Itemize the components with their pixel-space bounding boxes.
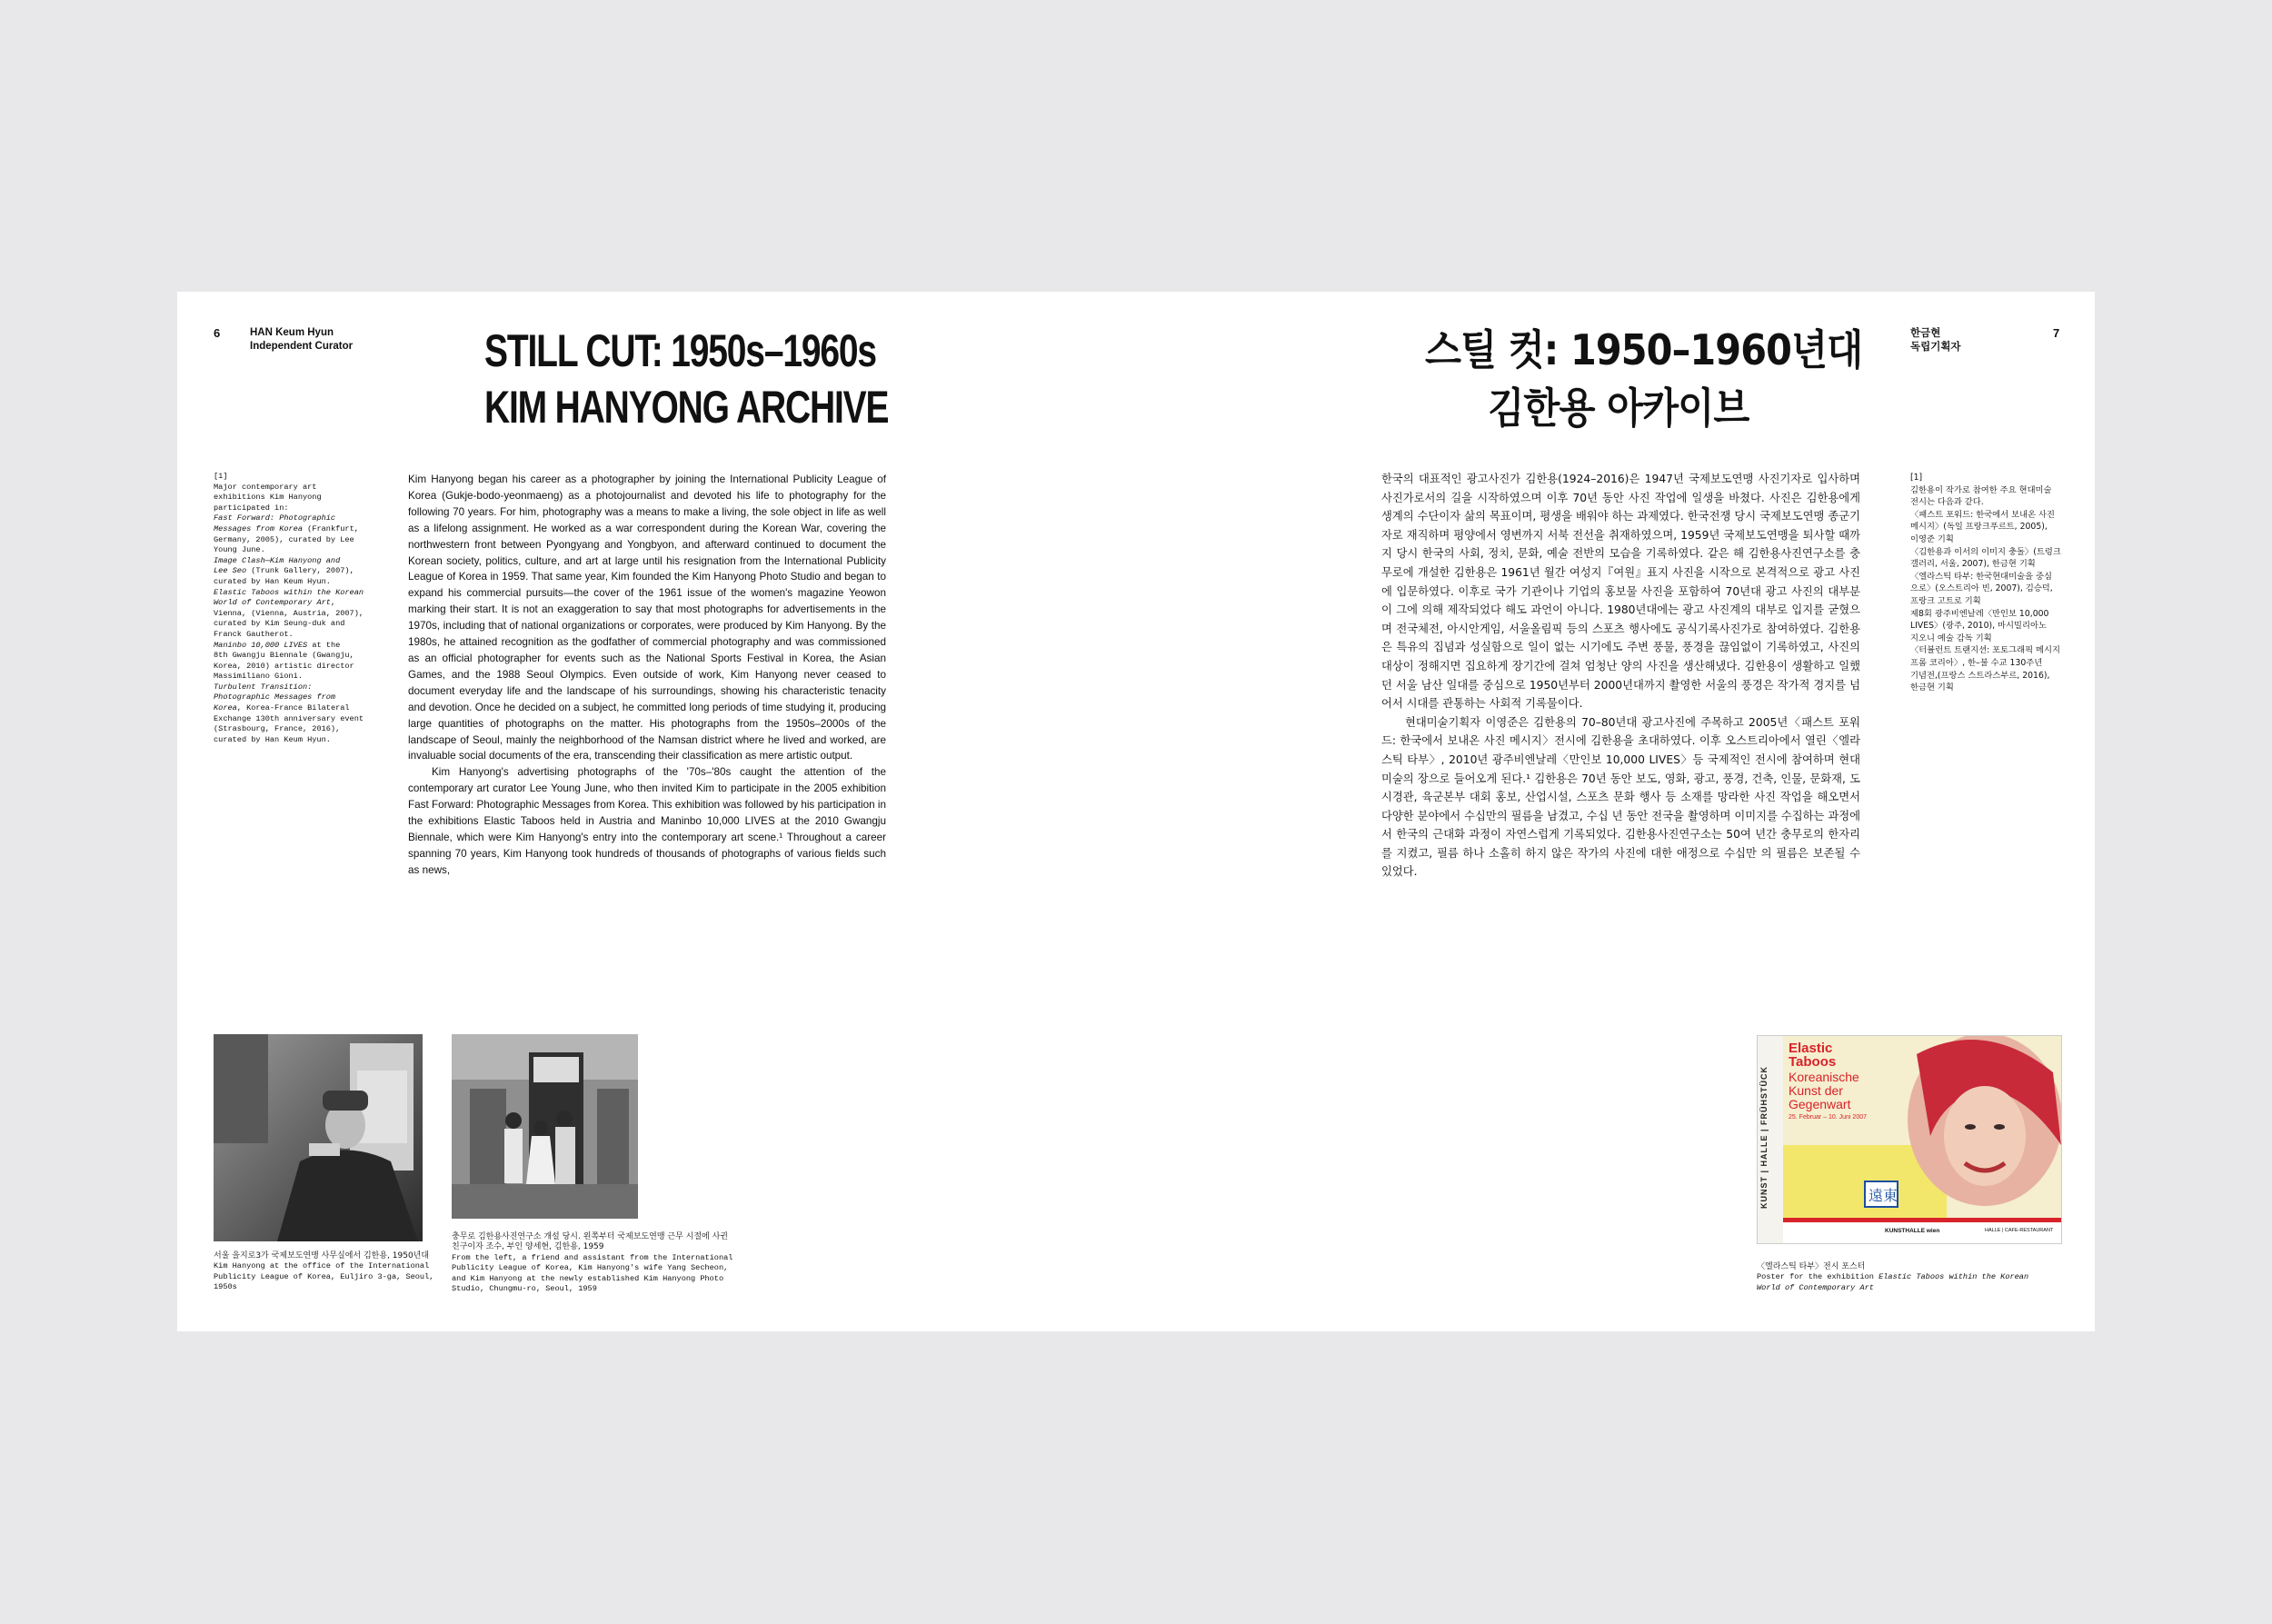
footnote-line-rest: (Frankfurt, [303,523,359,533]
footnote-line [214,609,373,620]
footnote-line-text: curated by Han Keum Hyun. [214,576,331,586]
footnote-line-text: curated by Han Keum Hyun. [214,734,331,744]
footnote-text [214,483,373,746]
footnote-ko-line: 기념전,(프랑스 스트라스부르, 2016), [1910,670,2050,681]
caption-2-en: From the left, a friend and assistant from the International Publicity League of Korea, Kim Hanyong's wife Yang Secheon, and Kim Hanyong at the newly established Kim Hanyong Photo Studio, Chungmu-ro, Seoul, 1959 [452,1252,733,1294]
footnote-ko-line: 프랑크 고트로 기획 [1910,595,1981,606]
footnote-line-text: World of Contemporary Art [214,598,331,608]
title-ko-line-2: 김한용 아카이브 [1488,384,1749,433]
footnote-ko-line: 〈엘라스틱 타부: 한국현대미술을 중심 [1910,571,2053,582]
poster-subtitle-line-1: Koreanische [1789,1070,1859,1084]
caption-poster [1757,1262,2057,1293]
footnote-ko-line: 이영준 기획 [1910,533,1954,544]
author-block-right [1910,326,1961,354]
footnote-line-text: curated by Kim Seung-duk and [214,619,345,629]
footnote-ko-line: 〈패스트 포워드: 한국에서 보내온 사진 [1910,509,2055,520]
caption-1-ko: 서울 을지로3가 국제보도연맹 사무실에서 김한용, 1950년대 [214,1251,430,1260]
title-line-1: STILL CUT: 1950s–1960s [484,325,876,376]
page-number-right: 7 [2053,326,2060,340]
paragraph-ko-2: 현대미술기획자 이영준은 김한용의 70–80년대 광고사진에 주목하고 2005년〈패스트 포워드: 한국에서 보내온 사진 메시지〉전시에 김한용을 초대하였다. 이후 오스트리아에서 열린〈엘라스틱 타부〉, 2010년 광주비엔날레〈만인보 10,000 LIVES〉등 국제적인 전시에 참여하며 현대미술의 장으로 들어오게 된다.¹ 김한용은 70년 동안 보도, 영화, 광고, 풍경, 건축, 인물, 문화재, 도시경관, 육군본부 대회 홍보, 산업시설, 스포츠 문화 행사 등 소재를 망라한 사진 작업을 해오면서 다양한 분야에서 수십만의 필름을 남겼고, 수십 년 동안 전국을 촬영하며 이미지를 수집하는 과정에서 한국의 근대화 과정이 자연스럽게 기록되었다. 김한용사진연구소는 50여 년간 충무로의 한자리를 지켰고, 필름 하나 소홀히 하지 않은 작가의 사진에 대한 애정으로 수십만 의 필름은 보존될 수 있었다. [1381,715,1860,879]
author-role-ko: 독립기획자 [1910,340,1961,353]
footnote-line-text: Vienna, (Vienna, Austria, 2007), [214,608,364,618]
footnote-ko-line: 〈터뷸런트 트랜지션: 포토그래픽 메시지 [1910,645,2060,656]
footnote-line-text: Major contemporary art [214,482,317,492]
body-text-ko [1381,470,1860,882]
poster-venue: KUNSTHALLE wien [1885,1228,1940,1234]
poster-vertical-text: KUNST | HALLE | FRÜHSTÜCK [1759,1065,1769,1209]
footnote-line-rest: (Trunk Gallery, 2007), [246,566,354,576]
footnote-line [214,682,373,693]
footnote-line-text: participated in: [214,503,289,513]
book-spread [177,292,2095,1331]
footnote-ko-line: 갤러리, 서울, 2007), 한금현 기획 [1910,559,2036,570]
footnote-ko-line: 제8회 광주비엔날레〈만인보 10,000 [1910,608,2049,619]
page-title-en [484,323,888,435]
author-block-left [250,326,353,354]
poster-dates: 25. Februar – 10. Juni 2007 [1789,1114,1868,1121]
footnote-ko-line: 김한용이 작가로 참여한 주요 현대미술 [1910,484,2052,495]
footnote-line-text: Franck Gautherot. [214,629,294,639]
footnote-ko-line: 〈김한용과 이서의 이미지 충돌〉(트렁크 [1910,546,2061,557]
caption-poster-en-prefix: Poster for the exhibition [1757,1272,1879,1282]
footnote-line-text: Elastic Taboos within the Korean [214,587,364,597]
footnote-line-rest: , Korea-France Bilateral [236,703,350,713]
caption-poster-en-title: Elastic Taboos within the Korean World of Contemporary Art [1757,1272,2029,1292]
footnote-line-text: Photographic Messages from [214,692,336,702]
footnote-line-text: Korea, 2010) artistic director [214,661,354,671]
page-title-ko [1425,321,1862,437]
footnote-line [214,524,373,535]
footnote-line [214,598,373,609]
paragraph-2: Kim Hanyong's advertising photographs of the '70s–'80s caught the attention of the contemporary art curator Lee Young June, who then invited Kim to participate in the 2005 exhibition Fast Forward: Photographic Messages from Korea. This exhibition was followed by his participation in the exhibitions Elastic Taboos held in Austria and Maninbo 10,000 LIVES at the 2010 Gwangju Biennale, which were Kim Hanyong's entry into the contemporary art scene.¹ Throughout a career spanning 70 years, Kim Hanyong took hundreds of thousands of photographs of various fields such as news, [408,766,886,876]
footnote-line [214,724,373,735]
footnote-line [214,493,373,503]
footnote-line-text: Messages from Korea [214,523,303,533]
author-name-ko: 한금현 [1910,326,1941,339]
poster-subtitle-line-2: Kunst der [1789,1083,1843,1098]
footnote-ko-line: 전시는 다음과 같다. [1910,497,1984,508]
footnote-line [214,630,373,641]
footnote-line-text: Massimiliano Gioni. [214,672,303,682]
footnote-line [214,672,373,682]
footnote-line [214,577,373,588]
footnote-line [214,641,373,652]
footnote-line [214,714,373,725]
photo-studio-opening [452,1034,638,1219]
footnote-line [214,566,373,577]
caption-2-ko: 충무로 김한용사진연구소 개설 당시. 왼쪽부터 국제보도연맹 근무 시절에 사귄 친구이자 조수, 부인 양세현, 김한용, 1959 [452,1232,728,1252]
author-role: Independent Curator [250,341,354,352]
footnote-line [214,545,373,556]
footnote-en [214,472,373,745]
caption-poster-ko: 〈엘라스틱 타부〉전시 포스터 [1757,1262,1866,1271]
poster-subtitle-line-3: Gegenwart [1789,1097,1851,1111]
footnote-line [214,556,373,567]
footnote-line-text: Korea [214,703,237,713]
caption-photo-1 [214,1251,441,1293]
footnote-line-text: Exchange 130th anniversary event [214,713,364,723]
caption-1-en: Kim Hanyong at the office of the International Publicity League of Korea, Euljiro 3-ga, Seoul, 1950s [214,1261,434,1292]
footnote-line [214,588,373,599]
footnote-line [214,651,373,662]
photo-kim-at-office [214,1034,423,1241]
footnote-line [214,513,373,524]
footnote-ko-line: 한금현 기획 [1910,682,1954,693]
poster-title-line-1: Elastic [1789,1041,1833,1056]
footnote-line [214,735,373,746]
footnote-line-text: Fast Forward: Photographic [214,513,336,523]
footnote-line [214,535,373,546]
footnote-ko-line: 지오니 예술 감독 기획 [1910,633,1992,643]
footnote-ko-line: LIVES〉(광주, 2010), 마시밀리아노 [1910,621,2047,632]
footnote-line-text: 8th Gwangju Biennale (Gwangju, [214,651,354,661]
poster-stamp: 遠東 [1868,1187,1898,1204]
footnote-ko-line: 프롬 코리아〉, 한–불 수교 130주년 [1910,657,2043,668]
footnote-line-text: Turbulent Transition: [214,682,313,692]
footnote-line-text: Germany, 2005), curated by Lee [214,534,354,544]
title-line-2: KIM HANYONG ARCHIVE [484,382,889,433]
footnote-line [214,662,373,673]
footnote-line-text: Image Clash—Kim Hanyong and [214,555,341,565]
footnote-ko-marker: [1] [1910,473,1923,483]
footnote-line-text: Young June. [214,545,265,555]
footnote-line-text: Maninbo 10,000 LIVES [214,640,308,650]
paragraph-ko-1: 한국의 대표적인 광고사진가 김한용(1924–2016)은 1947년 국제보도연맹 사진기자로 입사하며 사진가로서의 길을 시작하였으며 이후 70년 동안 사진 작업에 일생을 바쳤다. 사진은 김한용에게 생계의 수단이자 삶의 목표이며, 평생을 배워야 하는 과제였다. 한국전쟁 당시 국제보도연맹 종군기자로 재직하며 평양에서 영변까지 서북 전선을 취재하였으며, 1959년 국제보도연맹을 퇴사할 때까지 당시 한국의 사회, 정치, 문화, 예술 전반의 모습을 기록하였다. 같은 해 김한용사진연구소를 충무로에 개설한 김한용은 1961년 월간 여성지『여원』표지 사진을 시작으로 본격적으로 광고 사진에 입문하였다. 이후로 국가 기관이나 기업의 홍보물 사진을 포함하여 70년대 광고 사진의 대부분이 그에 의해 제작되었다 해도 과언이 아니다. 1980년대에는 광고 사진계의 대부로 입지를 굳혔으며 전국체전, 아시안게임, 서울올림픽 등의 스포츠 행사에도 공식기록사진가로 참여하였다. 김한용은 특유의 집념과 성실함으로 일이 없는 시기에도 주변 풍물, 풍경을 끊임없이 기록하였고, 사진의 대상이 정해지면 집요하게 장기간에 걸쳐 엄청난 양의 사진을 생산해냈다. 김한용이 생활하고 일했던 서울 남산 일대를 중심으로 1950년부터 2000년대까지 촬영한 서울의 풍경은 작가적 경지를 넘어서 시대를 관통하는 사회적 기록물이다. [1381,473,1860,711]
paragraph-1: Kim Hanyong began his career as a photographer by joining the International Publicity League of Korea (Gukje-bodo-yeonmaeng) as a photojournalist and devoted his life to photography for the following 70 years. For him, photography was a means to make a living, the sole object in life as well as a lifelong assignment. He worked as a war correspondent during the Korean War, covering the northwestern front between Pyongyang and Yongbyon, and afterward continued to document the Korean society, politics, culture, and art at large until his resignation from the International Publicity League of Korea in 1959. That same year, Kim founded the Kim Hanyong Photo Studio and began to expand his commercial pursuits—the cover of the 1961 issue of the women's magazine Yeowon marking their start. It is not an exaggeration to say that most photographs for advertisements in the 1970s, including that of national organizations or corporates, were produced by Kim Hanyong. By the 1980s, he attained recognition as the godfather of commercial photography and was commissioned as an official photographer for events such as the National Sports Festival in Korea, the Asian Games, and the 1988 Seoul Olympics. Even outside of work, Kim Hanyong never ceased to document everyday life and the landscape of his surroundings, showing his characteristic tenacity and devotion. Once he decided on a subject, he committed long periods of time studying it, producing large quantities of photographs on the matter. His photographs from the 1950s–2000s of the landscape of Seoul, mainly the neighborhood of the Namsan district where he lived and worked, are invaluable social documents of the era, transcending their classification as mere artistic output. [408,473,886,762]
footnote-line-text: Lee Seo [214,566,247,576]
footnote-line-rest: , [330,598,336,608]
footnote-line [214,483,373,493]
caption-photo-2 [452,1232,733,1294]
poster-title-line-2: Taboos [1789,1054,1837,1070]
body-text-en [408,472,886,879]
title-ko-line-1: 스틸 컷: 1950–1960년대 [1425,325,1863,374]
footnote-ko-line: 으로〉(오스트리아 빈, 2007), 김승덕, [1910,583,2053,594]
poster-footer: HALLE | CAFE-RESTAURANT [1985,1228,2054,1233]
footnote-ko [1910,472,2065,694]
footnote-line [214,619,373,630]
footnote-line [214,703,373,714]
footnote-marker: [1] [214,472,228,481]
page-number-left: 6 [214,326,221,340]
footnote-ko-text [1910,484,2065,694]
poster-subtitle [1789,1071,1859,1111]
poster-elastic-taboos [1757,1035,2062,1244]
footnote-line-text: (Strasbourg, France, 2016), [214,724,341,734]
poster-title [1789,1041,1836,1069]
caption-poster-en [1757,1272,2057,1293]
footnote-line [214,692,373,703]
footnote-line-text: exhibitions Kim Hanyong [214,493,322,503]
author-name: HAN Keum Hyun [250,327,334,338]
footnote-ko-line: 메시지〉(독일 프랑크푸르트, 2005), [1910,522,2048,533]
footnote-line-rest: at the [307,640,341,650]
footnote-line [214,503,373,514]
